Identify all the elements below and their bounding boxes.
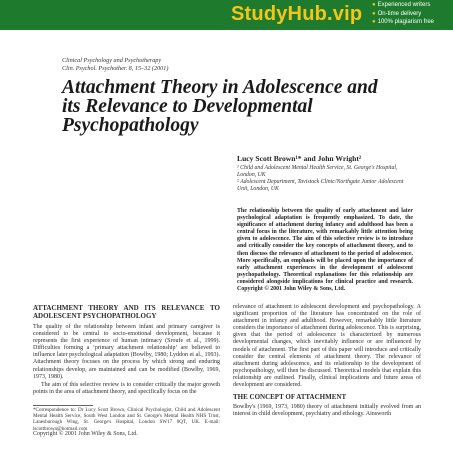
promo-banner[interactable] xyxy=(0,0,453,30)
journal-info xyxy=(62,57,168,72)
feature-item: ● On-time delivery xyxy=(372,10,422,17)
document-page xyxy=(0,30,453,453)
abstract: The relationship between the quality of early attachment and later psychological adaptation is frequently emphasized. To date, the significance of attachment during infancy and adulthood has been a central focus in the literature, with remarkably little attention being given to adolescence. The aim of this selective review is to introduce and critically consider the key concepts of attachment theory, and to then discuss the relevance of attachment to the period of adolescence. More specifically, an emphasis will be placed upon the importance of early attachment experiences in the development of adolescent psychopathology. Theoretical explanations for this relationship are considered alongside implications for clinical practice and research. Copyright © 2001 John Wiley & Sons, Ltd. xyxy=(237,208,413,293)
bullet-icon: ● xyxy=(372,2,376,8)
journal-name: Clinical Psychology and Psychotherapy xyxy=(62,57,162,64)
affiliation-1: ¹ Child and Adolescent Mental Health Service, St. George's Hospital, London, UK xyxy=(237,165,398,178)
bullet-icon: ● xyxy=(372,10,376,17)
correspondence-footnote: *Correspondence to: Dr Lucy Scott Brown, Clinical Psychologist, Child and Adolescent Mental Health Service, South West London and St. George's Mental Health NHS Trust, Lanesborough Wing, St. George's Hospital, London SW17 0QT, UK. E-mail: lscottbrown@hotmail.com xyxy=(33,407,220,432)
paper-title: Attachment Theory in Adolescence and its Relevance to Developmental Psychopathology xyxy=(62,77,378,136)
paragraph: Bowlby's (1969, 1973, 1980) theory of attachment initially evolved from an interest in child development, psychiatry and ethology. Ainsworth xyxy=(233,404,421,418)
copyright-line: Copyright © 2001 John Wiley & Sons, Ltd. xyxy=(33,431,138,437)
feature-list xyxy=(372,1,434,27)
affiliations xyxy=(237,165,407,193)
bullet-icon: ● xyxy=(372,19,376,26)
author-list: Lucy Scott Brown¹* and John Wright² xyxy=(237,154,362,163)
section-heading: THE CONCEPT OF ATTACHMENT xyxy=(233,393,347,402)
feature-item: ● 100% plagiarism free xyxy=(372,19,434,26)
paragraph: The quality of the relationship between infant and primary caregiver is considered to be central to socio-emotional development, because it represents the first experience of human intimacy (Sroufe et al., 1999). Difficulties forming a ‘primary attachment relationship’ are believed to influence later psychological adaptation (Bowlby, 1980; Lyddon et al., 1993). Attachment theory focuses on the process by which strong and enduring relationships develop, are maintained and can be modified (Bowlby, 1969, 1973, 1980). xyxy=(33,324,220,380)
left-column xyxy=(33,304,220,397)
footnote-divider xyxy=(33,405,93,406)
right-column xyxy=(233,304,421,419)
paragraph: relevance of attachment to adolescent development and psychopathology. A significant proportion of the literature has concentrated on the role of attachment in infancy and adulthood. However, remarkably little literature considers the importance of attachment during adolescence. This is surprising, given that the period of adolescence is characterized by numerous developmental changes, which inevitably influence or are influenced by models of attachment. The first part of this paper will introduce and critically consider the central elements of attachment theory. The relevance of attachment during adolescence, and its relationship to the development of psychopathology, will then be discussed. Theoretical models that explain this relationship are outlined. Finally, clinical implications and future areas of development are considered. xyxy=(233,304,422,389)
paragraph: The aim of this selective review is to consider critically the major growth points in the area of attachment theory, and specifically focus on the xyxy=(33,381,220,395)
affiliation-2: ² Adolescent Department, Tavistock Clinic/Northgate Junior Adolescent Unit, London, UK xyxy=(237,179,404,192)
feature-item: ● Experienced writers xyxy=(372,2,431,8)
brand-logo-text[interactable]: StudyHub.vip xyxy=(231,3,363,25)
journal-citation: Clin. Psychol. Psychother. 8, 15–32 (2001) xyxy=(62,64,169,72)
section-heading: ATTACHMENT THEORY AND ITS RELEVANCE TO ADOLESCENT PSYCHOPATHOLOGY xyxy=(33,304,220,320)
